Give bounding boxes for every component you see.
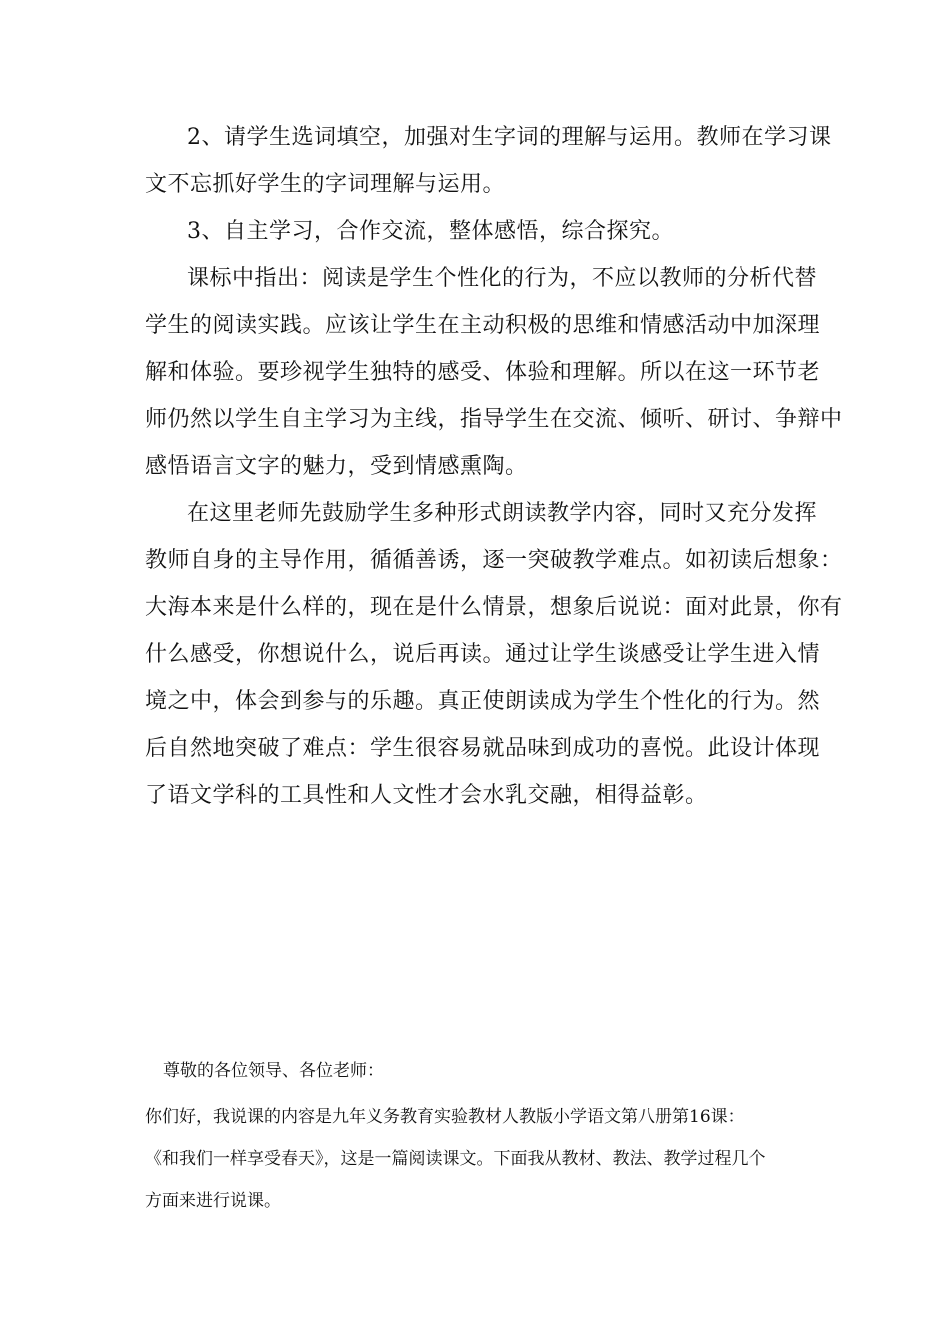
intro-line-2: 《和我们一样享受春天》，这是一篇阅读课文。下面我从教材、教法、教学过程几个 — [145, 1149, 766, 1169]
paragraph-reading-line-2: 教师自身的主导作用，循循善诱，逐一突破教学难点。如初读后想象： — [145, 548, 843, 573]
paragraph-reading-line-5: 境之中，体会到参与的乐趣。真正使朗读成为学生个性化的行为。然 — [145, 689, 821, 714]
paragraph-curriculum-line-1: 课标中指出：阅读是学生个性化的行为，不应以教师的分析代替 — [187, 266, 818, 291]
paragraph-item-2: 2、请学生选词填空，加强对生字词的理解与运用。教师在学习课 — [187, 125, 832, 150]
paragraph-curriculum-line-2: 学生的阅读实践。应该让学生在主动积极的思维和情感活动中加深理 — [145, 313, 821, 338]
paragraph-item-2-continued: 文不忘抓好学生的字词理解与运用。 — [145, 172, 506, 197]
paragraph-reading-line-4: 什么感受，你想说什么，说后再读。通过让学生谈感受让学生进入情 — [145, 642, 821, 667]
paragraph-reading-line-6: 后自然地突破了难点：学生很容易就品味到成功的喜悦。此设计体现 — [145, 736, 821, 761]
speech-intro-section — [145, 1050, 810, 1222]
intro-line-3: 方面来进行说课。 — [145, 1191, 281, 1211]
paragraph-curriculum-line-3: 解和体验。要珍视学生独特的感受、体验和理解。所以在这一环节老 — [145, 360, 821, 385]
lesson-design-section — [145, 114, 843, 819]
paragraph-item-3: 3、自主学习，合作交流，整体感悟，综合探究。 — [187, 219, 674, 244]
paragraph-reading-line-1: 在这里老师先鼓励学生多种形式朗读教学内容，同时又充分发挥 — [187, 501, 818, 526]
paragraph-reading-line-7: 了语文学科的工具性和人文性才会水乳交融，相得益彰。 — [145, 783, 708, 808]
paragraph-curriculum-line-4: 师仍然以学生自主学习为主线，指导学生在交流、倾听、研讨、争辩中 — [145, 407, 843, 432]
paragraph-reading-line-3: 大海本来是什么样的，现在是什么情景，想象后说说：面对此景，你有 — [145, 595, 843, 620]
paragraph-curriculum-line-5: 感悟语言文字的魅力，受到情感熏陶。 — [145, 454, 528, 479]
intro-line-1: 你们好，我说课的内容是九年义务教育实验教材人教版小学语文第八册第16课： — [145, 1107, 745, 1127]
greeting-line: 尊敬的各位领导、各位老师： — [163, 1061, 384, 1081]
